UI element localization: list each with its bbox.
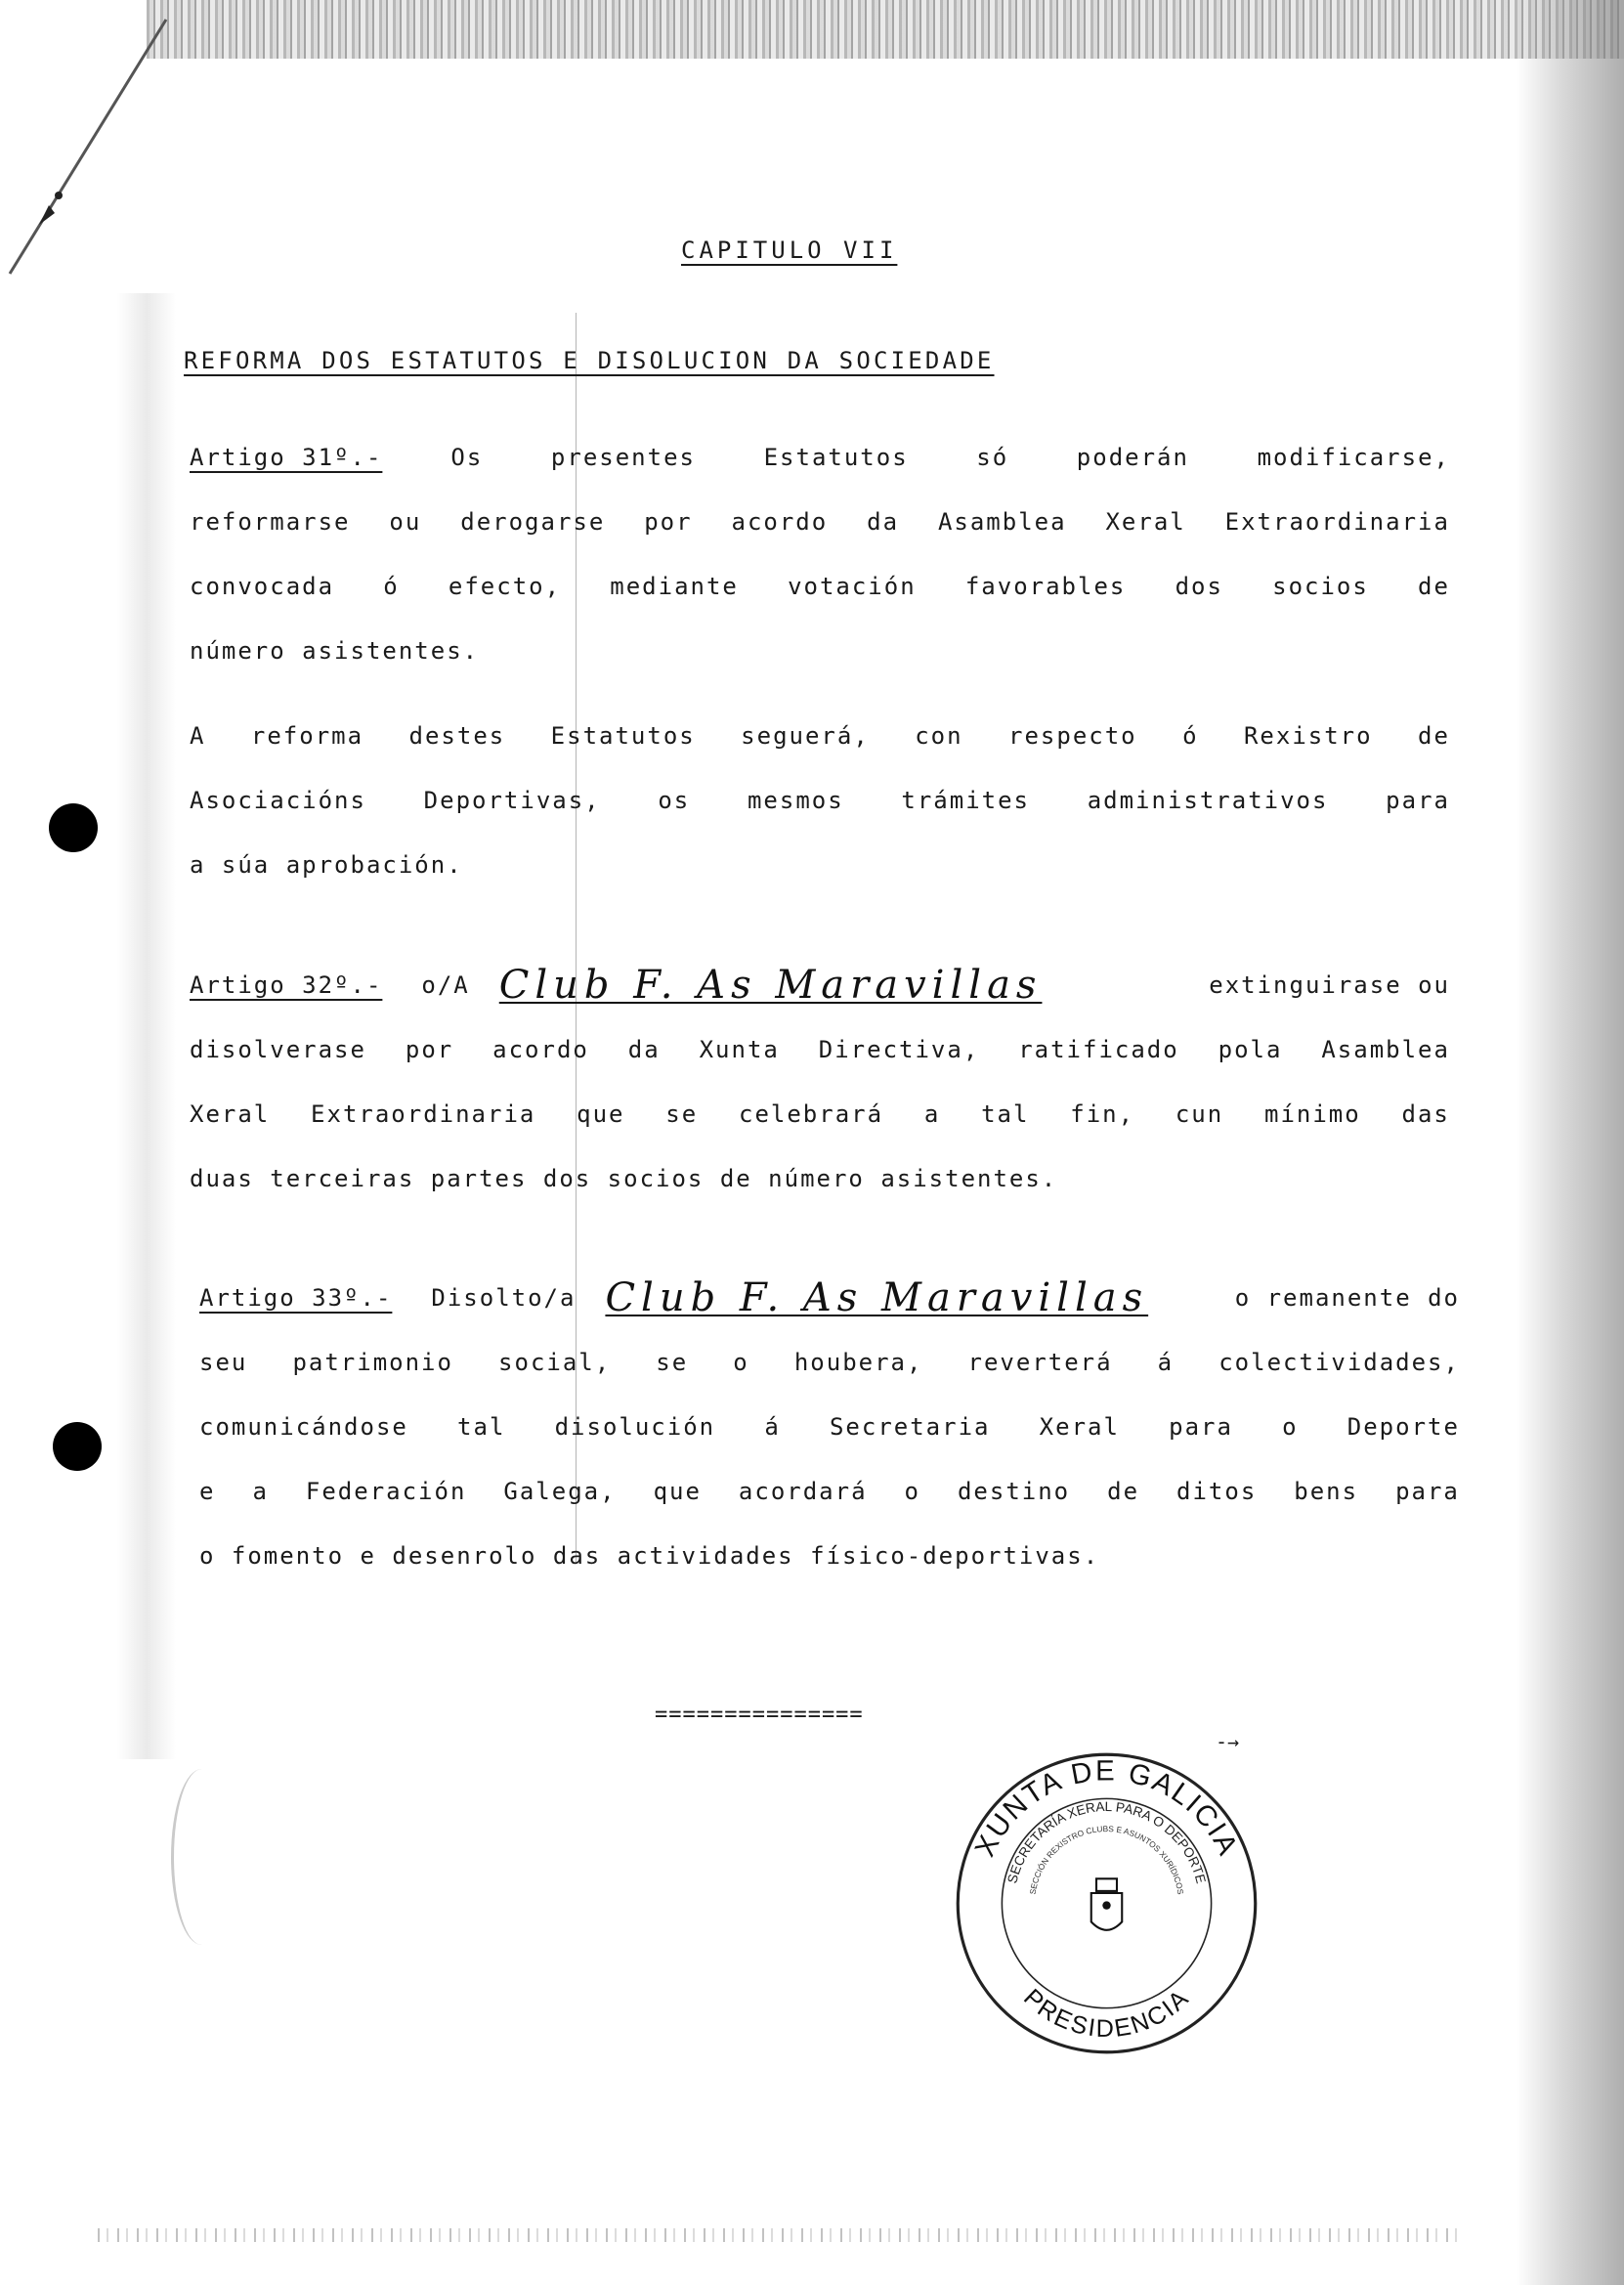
- scan-top-edge: [147, 0, 1624, 59]
- scan-left-shadow: [117, 293, 176, 1759]
- article-33: Artigo 33º.- Disolto/a Club F. As Maravillas o remanente do seu patrimonio social, se o houbera, reverterá á colectividades, comunicándose tal disolución á Secretaria Xeral para o Deporte e a Federación Galega, que acordará o destino de ditos bens para o fomento e desenrolo das actividades físico-deportivas.: [199, 1266, 1460, 1588]
- article-31-line-4: número asistentes.: [190, 637, 480, 665]
- article-33-line-1: Artigo 33º.- Disolto/a Club F. As Maravillas o remanente do: [199, 1266, 1460, 1330]
- punch-hole-top: [49, 803, 98, 852]
- section-title: REFORMA DOS ESTATUTOS E DISOLUCION DA SOCIEDADE: [184, 347, 995, 374]
- article-31-label: Artigo 31º.-: [190, 444, 383, 471]
- handwritten-club-name: Club F. As Maravillas: [498, 963, 1043, 1008]
- svg-text:PRESIDENCIA: PRESIDENCIA: [1018, 1983, 1195, 2044]
- pen-mark: -→: [1216, 1730, 1240, 1753]
- article-32-line-1: Artigo 32º.- o/A Club F. As Maravillas extinguirase ou: [190, 953, 1450, 1017]
- official-stamp: [953, 1749, 1261, 2057]
- article-31: [190, 425, 1450, 683]
- punch-hole-bottom: [53, 1422, 102, 1471]
- article-31-line-2: reformarse ou derogarse por acordo da Asamblea Xeral Extraordinaria: [190, 508, 1450, 536]
- corner-stroke-mark: [0, 0, 195, 293]
- article-32-label: Artigo 32º.-: [190, 971, 383, 999]
- svg-text:SECCIÓN REXISTRO CLUBS E ASUNT: SECCIÓN REXISTRO CLUBS E ASUNTOS XURÍDICOS: [1027, 1823, 1186, 1896]
- article-31-paragraph-2: A reforma destes Estatutos seguerá, con respecto ó Rexistro de Asociacións Deportivas, os mesmos trámites administrativos para a súa aprobación.: [190, 722, 1450, 879]
- article-31-line-1: Artigo 31º.- Os presentes Estatutos só poderán modificarse,: [190, 425, 1450, 490]
- scan-right-edge: [1517, 0, 1624, 2285]
- separator-line: ===============: [655, 1703, 864, 1727]
- chapter-title: CAPITULO VII: [681, 237, 898, 264]
- scan-smudge: [171, 1769, 233, 1945]
- article-33-label: Artigo 33º.-: [199, 1284, 393, 1312]
- svg-text:XUNTA DE GALICIA: XUNTA DE GALICIA: [968, 1754, 1245, 1862]
- scan-bottom-noise: [98, 2228, 1466, 2242]
- svg-text:SECRETARÍA XERAL PARA O DEPORT: SECRETARÍA XERAL PARA O DEPORTE: [1004, 1798, 1209, 1885]
- article-31-line-3: convocada ó efecto, mediante votación favorables dos socios de: [190, 573, 1450, 600]
- article-32: Artigo 32º.- o/A Club F. As Maravillas extinguirase ou disolverase por acordo da Xunta Directiva, ratificado pola Asamblea Xeral Extraordinaria que se celebrará a tal fin, cun mínimo das duas terceiras partes dos socios de número asistentes.: [190, 953, 1450, 1211]
- coat-of-arms-icon: [1091, 1878, 1123, 1930]
- handwritten-club-name: Club F. As Maravillas: [605, 1275, 1149, 1320]
